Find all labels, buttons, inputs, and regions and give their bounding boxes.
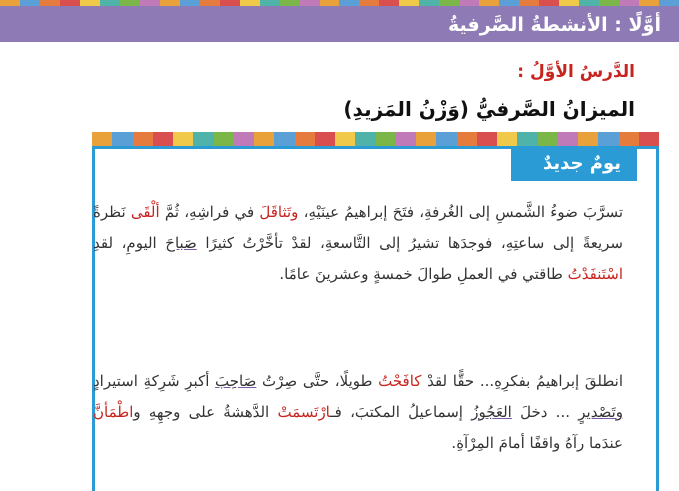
stripe-segment: [254, 132, 274, 146]
section-header-bar: [0, 6, 679, 42]
text-run: طويلًا، حتَّى صِرْتُ: [256, 372, 379, 390]
text-run: اليومِ، لقدِ: [93, 234, 166, 252]
text-run: في فراشِهِ، ثُمَّ: [159, 203, 260, 221]
underlined-word: صَاحِبَ: [215, 372, 257, 390]
stripe-segment: [517, 132, 537, 146]
section-title: أوَّلًا : الأنشطةُ الصَّرفيةُ: [448, 14, 661, 36]
lesson-number: الدَّرسُ الأوَّلُ :: [517, 62, 635, 82]
stripe-segment: [376, 132, 396, 146]
text-run: طاقتي في العملِ طوالَ خمسةٍ وعشرينَ عامًا.: [279, 265, 568, 283]
stripe-segment: [133, 132, 153, 146]
story-paragraph-2: [93, 366, 623, 459]
highlighted-word: اسْتَنفَدْتُ: [567, 265, 623, 283]
stripe-segment: [396, 132, 416, 146]
stripe-segment: [436, 132, 456, 146]
text-run: أكبرِ شَرِكةِ استيرادٍ: [93, 372, 216, 390]
highlighted-word: ارْتَسمَتْ: [277, 403, 331, 421]
stripe-segment: [497, 132, 517, 146]
text-run: تسرَّبَ ضوءُ الشَّمسِ إلى الغُرفةِ، فتَحَ إبراهيمُ عينَيْهِ،: [298, 203, 624, 221]
stripe-segment: [173, 132, 193, 146]
text-run: ... دخلَ: [511, 403, 579, 421]
highlighted-word: اطْمَأنَّ: [93, 403, 134, 421]
story-paragraph-1: [93, 197, 623, 290]
stripe-segment: [335, 132, 355, 146]
stripe-segment: [214, 132, 234, 146]
stripe-segment: [416, 132, 436, 146]
underlined-word: العَجُوزُ: [471, 403, 512, 421]
stripe-segment: [538, 132, 558, 146]
text-run: الدَّهشةُ على وجهِهِ و: [133, 403, 278, 421]
stripe-segment: [619, 132, 639, 146]
stripe-segment: [639, 132, 659, 146]
stripe-segment: [457, 132, 477, 146]
stripe-segment: [112, 132, 132, 146]
text-run: انطلقَ إبراهيمُ بفكرِهِ... حقًّا لقدْ: [421, 372, 623, 390]
stripe-segment: [315, 132, 335, 146]
text-run: نَظرةً سريعةً إلى ساعتِهِ، فوجدَها تشيرُ إلى التَّاسعةِ، لقدْ تأخَّرْتُ كثيرًا: [93, 203, 623, 252]
stripe-segment: [295, 132, 315, 146]
lesson-title: الميزانُ الصَّرفيُّ (وَزْنُ المَزيدِ): [343, 97, 635, 121]
story-title: يومٌ جديدٌ: [542, 153, 621, 174]
stripe-segment: [558, 132, 578, 146]
highlighted-word: ألْقَى: [130, 203, 160, 221]
stripe-segment: [598, 132, 618, 146]
stripe-segment: [193, 132, 213, 146]
frame-decorative-stripe: [92, 132, 659, 146]
text-run: عندَما رآهُ واقفًا أمامَ المِرْآةِ.: [451, 434, 623, 452]
stripe-segment: [274, 132, 294, 146]
underlined-word: صَباحَ: [165, 234, 197, 252]
highlighted-word: كافَحْتُ: [378, 372, 422, 390]
text-run: إسماعيلُ المكتبَ، فـ: [330, 403, 472, 421]
highlighted-word: وتَثاقَلَ: [259, 203, 299, 221]
stripe-segment: [578, 132, 598, 146]
stripe-segment: [92, 132, 112, 146]
stripe-segment: [477, 132, 497, 146]
underlined-word: وتَصْديرٍ: [578, 403, 624, 421]
stripe-segment: [153, 132, 173, 146]
stripe-segment: [234, 132, 254, 146]
stripe-segment: [355, 132, 375, 146]
